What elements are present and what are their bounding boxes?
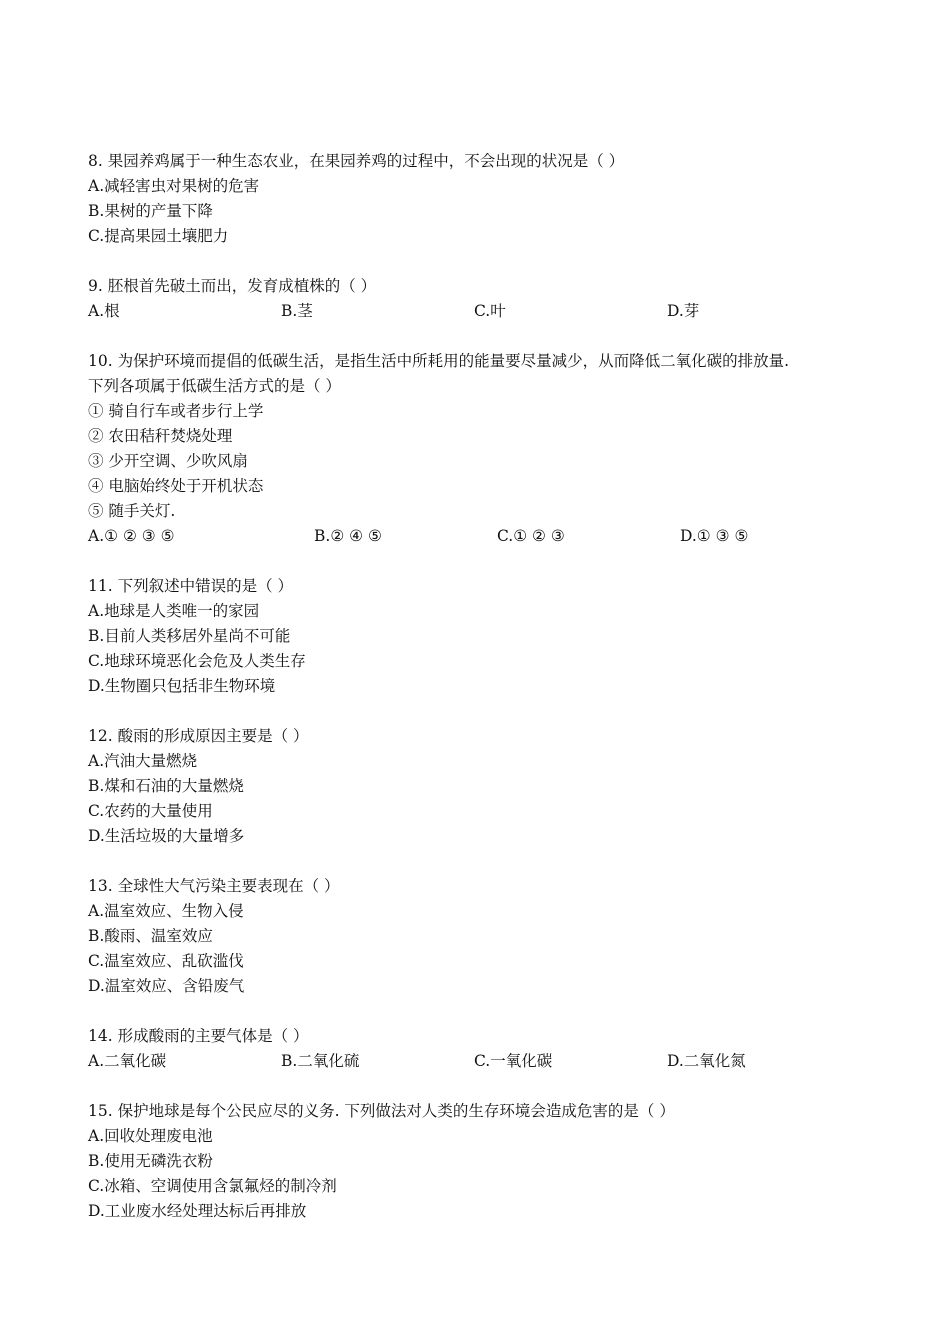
question-13 [88, 874, 878, 999]
option-c: C.叶 [474, 302, 506, 320]
option-b: B.使用无磷洗衣粉 [88, 1152, 213, 1170]
option-a: A.减轻害虫对果树的危害 [88, 177, 260, 195]
option-a: A.地球是人类唯一的家园 [88, 602, 260, 620]
option-b: B.② ④ ⑤ [314, 527, 382, 545]
question-11 [88, 574, 878, 699]
option-c: C.温室效应、乱砍滥伐 [88, 952, 244, 970]
option-d: D.生活垃圾的大量增多 [88, 827, 245, 845]
option-b: B.酸雨、温室效应 [88, 927, 213, 945]
option-b: B.目前人类移居外星尚不可能 [88, 627, 291, 645]
statement-item-4: ④ 电脑始终处于开机状态 [88, 477, 264, 495]
option-d: D.芽 [667, 302, 700, 320]
question-stem: 12. 酸雨的形成原因主要是（ ） [88, 727, 309, 745]
option-a: A.汽油大量燃烧 [88, 752, 198, 770]
question-stem-line-2: 下列各项属于低碳生活方式的是（ ） [88, 377, 341, 395]
option-b: B.煤和石油的大量燃烧 [88, 777, 244, 795]
option-a: A.温室效应、生物入侵 [88, 902, 244, 920]
option-a: A.① ② ③ ⑤ [88, 527, 175, 545]
options-row [88, 1049, 878, 1074]
document-page [88, 149, 878, 1249]
question-14 [88, 1024, 878, 1074]
question-stem: 9. 胚根首先破土而出，发育成植株的（ ） [88, 277, 377, 295]
option-d: D.二氧化氮 [667, 1052, 746, 1070]
question-9 [88, 274, 878, 324]
question-10 [88, 349, 878, 549]
question-stem: 11. 下列叙述中错误的是（ ） [88, 577, 294, 595]
option-c: C.① ② ③ [497, 527, 565, 545]
option-c: C.一氧化碳 [474, 1052, 553, 1070]
question-stem: 13. 全球性大气污染主要表现在（ ） [88, 877, 340, 895]
option-b: B.二氧化硫 [281, 1052, 360, 1070]
option-a: A.二氧化碳 [88, 1052, 167, 1070]
option-c: C.提高果园土壤肥力 [88, 227, 229, 245]
statement-item-3: ③ 少开空调、少吹风扇 [88, 452, 248, 470]
option-c: C.农药的大量使用 [88, 802, 213, 820]
option-a: A.根 [88, 302, 120, 320]
option-d: D.生物圈只包括非生物环境 [88, 677, 276, 695]
options-row [88, 299, 878, 324]
option-c: C.冰箱、空调使用含氯氟烃的制冷剂 [88, 1177, 337, 1195]
question-15 [88, 1099, 878, 1224]
statement-item-5: ⑤ 随手关灯. [88, 502, 176, 520]
option-d: D.工业废水经处理达标后再排放 [88, 1202, 307, 1220]
question-12 [88, 724, 878, 849]
option-b: B.果树的产量下降 [88, 202, 213, 220]
options-row [88, 524, 878, 549]
question-stem: 14. 形成酸雨的主要气体是（ ） [88, 1027, 309, 1045]
question-8 [88, 149, 878, 249]
question-stem-line-1: 10. 为保护环境而提倡的低碳生活，是指生活中所耗用的能量要尽量减少，从而降低二氧化碳的排放量. [88, 352, 790, 370]
statement-item-2: ② 农田秸秆焚烧处理 [88, 427, 233, 445]
option-b: B.茎 [281, 302, 313, 320]
option-a: A.回收处理废电池 [88, 1127, 213, 1145]
option-c: C.地球环境恶化会危及人类生存 [88, 652, 306, 670]
option-d: D.温室效应、含铅废气 [88, 977, 245, 995]
question-stem: 8. 果园养鸡属于一种生态农业，在果园养鸡的过程中，不会出现的状况是（ ） [88, 152, 625, 170]
question-stem: 15. 保护地球是每个公民应尽的义务. 下列做法对人类的生存环境会造成危害的是（ ） [88, 1102, 675, 1120]
statement-item-1: ① 骑自行车或者步行上学 [88, 402, 264, 420]
option-d: D.① ③ ⑤ [680, 527, 749, 545]
